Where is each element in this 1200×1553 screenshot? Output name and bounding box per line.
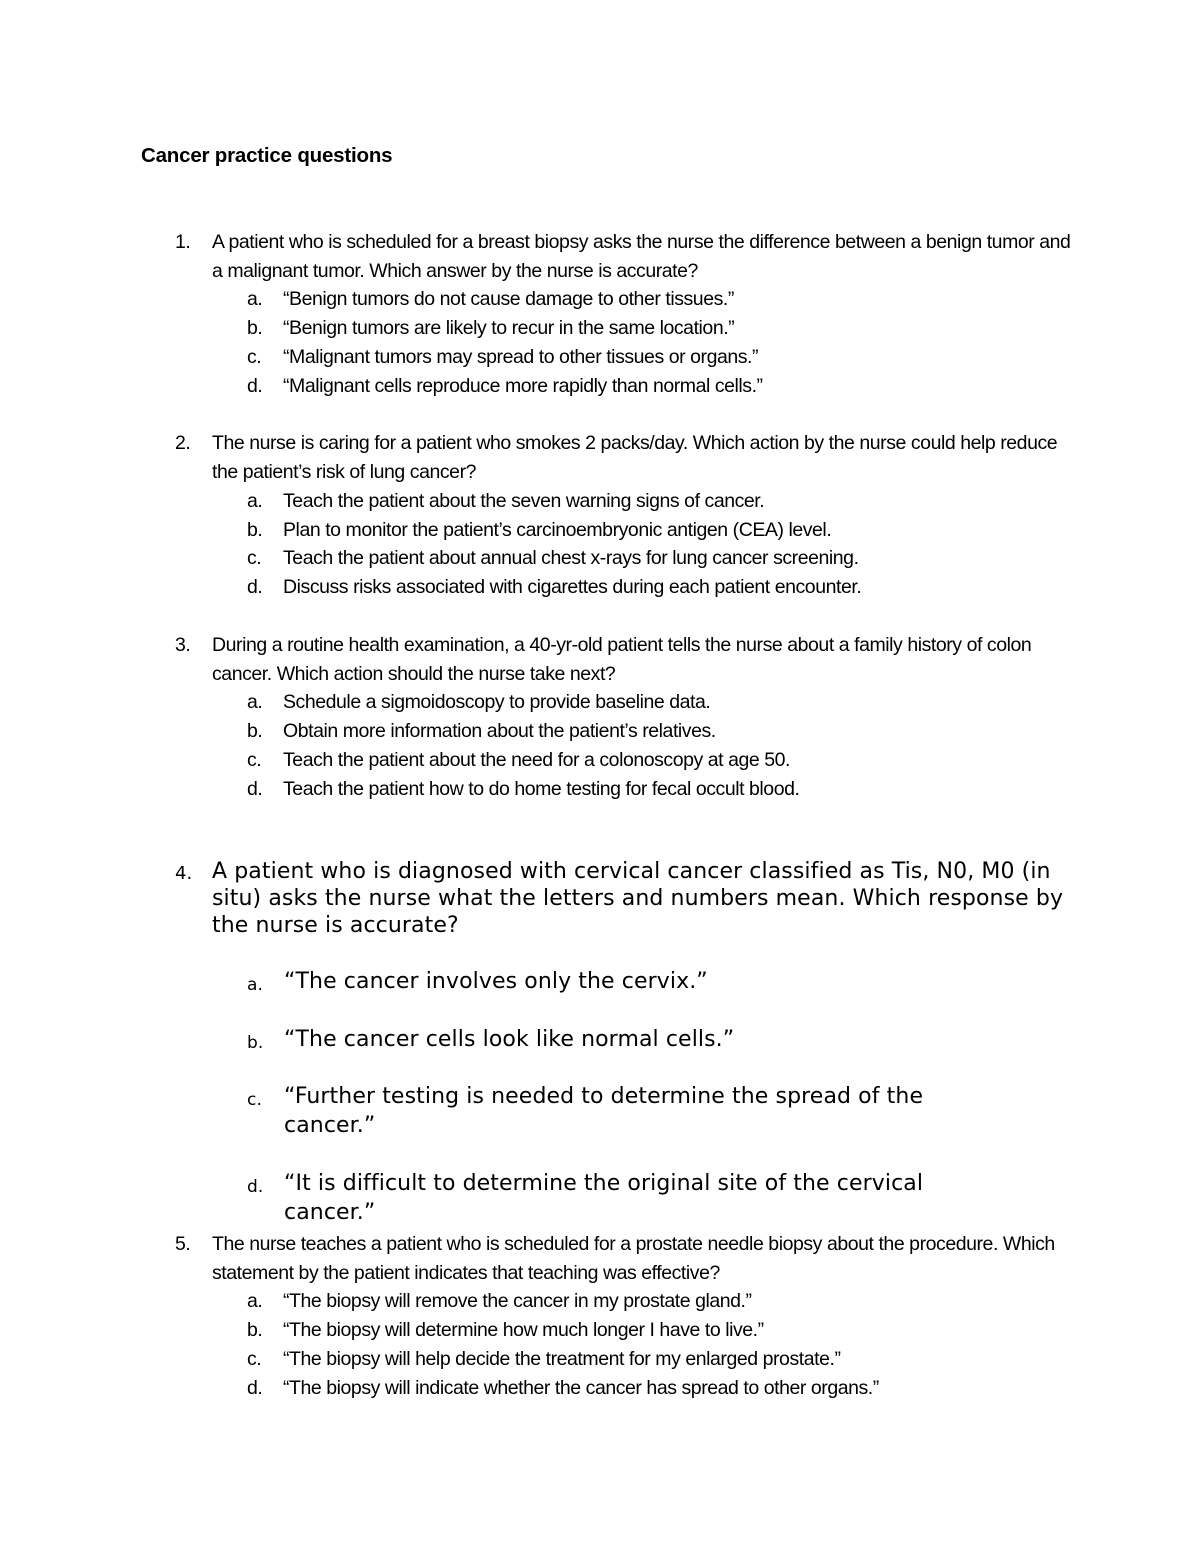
option-letter: b. <box>247 519 263 541</box>
question-text: During a routine health examination, a 40-yr-old patient tells the nurse about a family history of colon cancer. Which action should the nurse take next? <box>212 634 1032 685</box>
option-letter: c. <box>247 1348 262 1370</box>
option-letter: d. <box>247 1377 263 1399</box>
option-letter: c. <box>247 547 262 569</box>
option-letter: c. <box>247 346 262 368</box>
option-text: “The biopsy will remove the cancer in my prostate gland.” <box>283 1290 752 1312</box>
option-letter: a. <box>247 490 263 512</box>
option-text: Teach the patient about the seven warning signs of cancer. <box>283 490 765 512</box>
option-letter: b. <box>247 317 263 339</box>
option-text: Plan to monitor the patient’s carcinoembryonic antigen (CEA) level. <box>283 519 832 541</box>
option-letter: c. <box>247 1090 262 1110</box>
option-letter: d. <box>247 778 263 800</box>
document-title: Cancer practice questions <box>141 144 393 167</box>
option-letter: a. <box>247 975 264 995</box>
option-letter: a. <box>247 288 263 310</box>
option-text: Discuss risks associated with cigarettes during each patient encounter. <box>283 576 862 598</box>
question-number: 4. <box>175 863 193 884</box>
option-letter: a. <box>247 1290 263 1312</box>
option-text: Teach the patient about annual chest x-rays for lung cancer screening. <box>283 547 859 569</box>
question-text: The nurse is caring for a patient who smokes 2 packs/day. Which action by the nurse could help reduce the patient’s risk of lung cancer? <box>212 432 1058 483</box>
option-text: “The biopsy will help decide the treatment for my enlarged prostate.” <box>283 1348 841 1370</box>
option-letter: d. <box>247 576 263 598</box>
question-number: 5. <box>175 1233 191 1255</box>
option-letter: d. <box>247 375 263 397</box>
option-text: “The cancer involves only the cervix.” <box>284 969 708 994</box>
option-text: “Benign tumors do not cause damage to other tissues.” <box>283 288 734 310</box>
option-text: “It is difficult to determine the original site of the cervical cancer.” <box>284 1171 924 1225</box>
question-text: A patient who is scheduled for a breast biopsy asks the nurse the difference between a benign tumor and a malignant tumor. Which answer by the nurse is accurate? <box>212 231 1071 282</box>
question-number: 2. <box>175 432 191 454</box>
option-letter: b. <box>247 720 263 742</box>
option-text: “Further testing is needed to determine the spread of the cancer.” <box>284 1084 924 1138</box>
option-text: “Malignant cells reproduce more rapidly than normal cells.” <box>283 375 763 397</box>
option-text: “The cancer cells look like normal cells.” <box>284 1027 735 1052</box>
option-letter: b. <box>247 1033 264 1053</box>
question-text: The nurse teaches a patient who is scheduled for a prostate needle biopsy about the procedure. Which statement by the patient indicates that teaching was effective? <box>212 1233 1055 1284</box>
option-letter: a. <box>247 691 263 713</box>
option-text: “The biopsy will determine how much longer I have to live.” <box>283 1319 764 1341</box>
option-text: “Malignant tumors may spread to other tissues or organs.” <box>283 346 759 368</box>
option-text: Schedule a sigmoidoscopy to provide baseline data. <box>283 691 711 713</box>
option-letter: c. <box>247 749 262 771</box>
question-number: 1. <box>175 231 191 253</box>
option-letter: d. <box>247 1177 264 1197</box>
option-letter: b. <box>247 1319 263 1341</box>
option-text: Obtain more information about the patient’s relatives. <box>283 720 716 742</box>
option-text: “Benign tumors are likely to recur in the same location.” <box>283 317 735 339</box>
question-text: A patient who is diagnosed with cervical cancer classified as Tis, N0, M0 (in situ) asks the nurse what the letters and numbers mean. Which response by the nurse is accurate? <box>212 859 1064 938</box>
question-number: 3. <box>175 634 191 656</box>
option-text: Teach the patient how to do home testing for fecal occult blood. <box>283 778 800 800</box>
option-text: “The biopsy will indicate whether the cancer has spread to other organs.” <box>283 1377 879 1399</box>
option-text: Teach the patient about the need for a colonoscopy at age 50. <box>283 749 791 771</box>
